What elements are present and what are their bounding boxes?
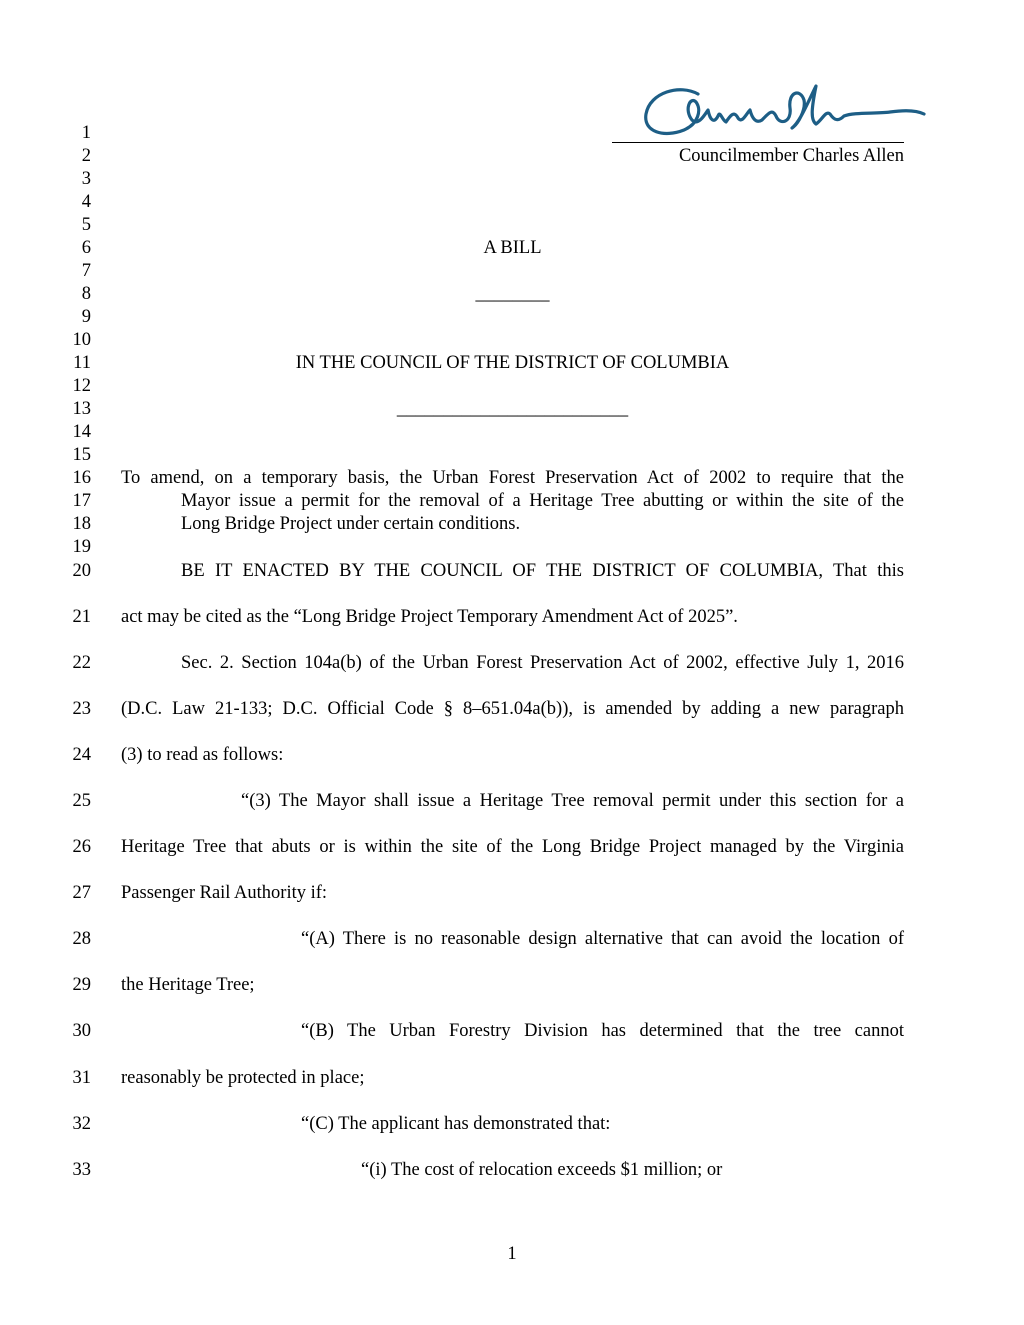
line-number: 1 — [81, 123, 91, 143]
body-line: (D.C. Law 21-133; D.C. Official Code § 8–651.04a(b)), is amended by adding a new paragraph — [121, 699, 904, 719]
line-number: 32 — [72, 1114, 91, 1134]
line-number: 18 — [72, 514, 91, 534]
line-number: 17 — [72, 491, 91, 511]
line-number: 24 — [72, 745, 91, 765]
line-number: 22 — [72, 653, 91, 673]
sub-subparagraph-i: “(i) The cost of relocation exceeds $1 million; or — [361, 1160, 723, 1180]
body-line: the Heritage Tree; — [121, 975, 255, 995]
line-number: 26 — [72, 837, 91, 857]
line-number: 30 — [72, 1021, 91, 1041]
line-number: 19 — [72, 537, 91, 557]
bill-number-blank: ________ — [475, 284, 550, 304]
line-number: 4 — [81, 192, 91, 212]
enacting-clause: BE IT ENACTED BY THE COUNCIL OF THE DISTRICT OF COLUMBIA, That this — [181, 561, 904, 581]
subparagraph-c: “(C) The applicant has demonstrated that: — [301, 1114, 611, 1134]
line-number: 7 — [81, 261, 91, 281]
line-number: 31 — [72, 1068, 91, 1088]
long-title-line: To amend, on a temporary basis, the Urban Forest Preservation Act of 2002 to require that the — [121, 468, 904, 488]
line-number: 16 — [72, 468, 91, 488]
line-number: 6 — [81, 238, 91, 258]
long-title-line: Long Bridge Project under certain conditions. — [181, 514, 521, 534]
line-number: 10 — [72, 330, 91, 350]
line-number: 13 — [72, 399, 91, 419]
line-number: 28 — [72, 929, 91, 949]
line-number: 25 — [72, 791, 91, 811]
line-number: 8 — [81, 284, 91, 304]
page-number: 1 — [507, 1244, 517, 1264]
line-number: 20 — [72, 561, 91, 581]
body-line: reasonably be protected in place; — [121, 1068, 365, 1088]
council-heading: IN THE COUNCIL OF THE DISTRICT OF COLUMBIA — [295, 353, 730, 373]
section-heading: Sec. 2. Section 104a(b) of the Urban Forest Preservation Act of 2002, effective July 1, 2016 — [181, 653, 904, 673]
line-number: 27 — [72, 883, 91, 903]
line-number: 2 — [81, 146, 91, 166]
bill-heading: A BILL — [483, 238, 542, 258]
body-line: (3) to read as follows: — [121, 745, 284, 765]
line-number: 29 — [72, 975, 91, 995]
body-line: act may be cited as the “Long Bridge Project Temporary Amendment Act of 2025”. — [121, 607, 738, 627]
paragraph-3: “(3) The Mayor shall issue a Heritage Tree removal permit under this section for a — [241, 791, 904, 811]
signature-image — [640, 80, 930, 146]
line-number: 3 — [81, 169, 91, 189]
line-number: 14 — [72, 422, 91, 442]
line-number: 5 — [81, 215, 91, 235]
body-line: Heritage Tree that abuts or is within the site of the Long Bridge Project managed by the Virginia — [121, 837, 904, 857]
line-number: 33 — [72, 1160, 91, 1180]
line-number: 9 — [81, 307, 91, 327]
line-number: 12 — [72, 376, 91, 396]
subparagraph-a: “(A) There is no reasonable design alternative that can avoid the location of — [301, 929, 904, 949]
sponsor-name: Councilmember Charles Allen — [678, 146, 904, 166]
subparagraph-b: “(B) The Urban Forestry Division has determined that the tree cannot — [301, 1021, 904, 1041]
line-number: 21 — [72, 607, 91, 627]
body-line: Passenger Rail Authority if: — [121, 883, 328, 903]
line-number: 23 — [72, 699, 91, 719]
line-number: 11 — [73, 353, 91, 373]
long-title-line: Mayor issue a permit for the removal of a Heritage Tree abutting or within the site of the — [181, 491, 904, 511]
date-blank: _________________________ — [396, 399, 629, 419]
signature-line — [612, 142, 904, 143]
line-number: 15 — [72, 445, 91, 465]
